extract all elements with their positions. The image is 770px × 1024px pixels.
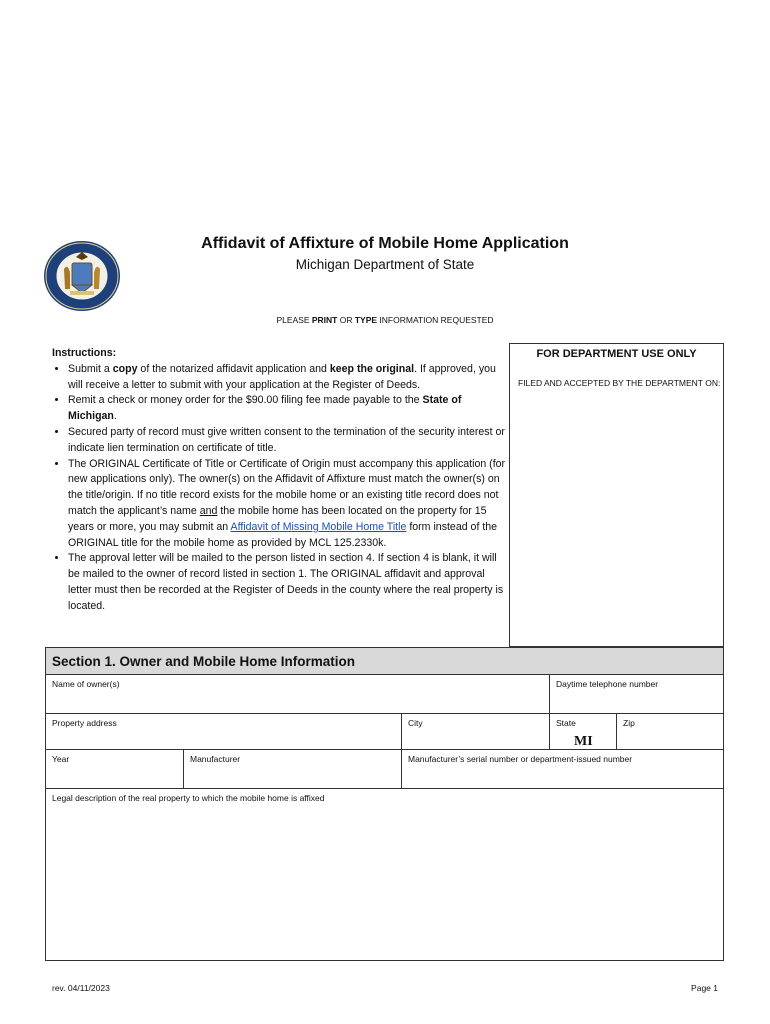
daytime-phone-label: Daytime telephone number [556, 679, 659, 689]
instructions-block [52, 346, 507, 615]
owner-name-label: Name of owner(s) [52, 679, 120, 689]
instruction-item: • Secured party of record must give written consent to the termination of the security interest or indicate lien termination on certificate of title. [68, 425, 507, 457]
instruction-text: the mobile home has been located on the property for 15 years or more, you may submit an [68, 504, 487, 533]
instruction-text: of the notarized affidavit application and [137, 362, 330, 375]
zip-label: Zip [623, 718, 635, 728]
daytime-phone-field[interactable] [549, 674, 724, 714]
filed-accepted-label: FILED AND ACCEPTED BY THE DEPARTMENT ON: [518, 378, 721, 388]
instruction-bold: copy [112, 362, 138, 375]
zip-field[interactable] [616, 713, 724, 750]
instruction-item [68, 393, 507, 425]
print-note-rest: INFORMATION REQUESTED [377, 315, 494, 325]
instruction-text: Remit a check or money order for the $90.00 filing fee made payable to the [68, 394, 423, 407]
missing-title-affidavit-link[interactable]: Affidavit of Missing Mobile Home Title [230, 520, 407, 533]
manufacturer-field[interactable] [183, 749, 402, 789]
instructions-list [52, 362, 507, 615]
manufacturer-label: Manufacturer [190, 754, 241, 764]
instruction-bold: keep the original [329, 362, 415, 375]
department-use-title: FOR DEPARTMENT USE ONLY [536, 348, 697, 360]
revision-date: rev. 04/11/2023 [52, 983, 110, 993]
city-field[interactable] [401, 713, 550, 750]
instruction-text: The ORIGINAL Certificate of Title or Certificate of Origin must accompany this application (for new applications only). The owner(s) on the Affidavit of Affixture must match the owner(s) on the title/origin. If no title record exists for the mobile home or an existing title record does not match the applicant’s name [68, 457, 506, 517]
legal-description-label: Legal description of the real property to which the mobile home is affixed [52, 793, 325, 803]
instruction-text: form instead of the ORIGINAL title for the mobile home as provided by MCL 125.2330k. [68, 520, 498, 549]
legal-description-field[interactable] [45, 788, 724, 961]
instruction-item: • The approval letter will be mailed to the person listed in section 4. If section 4 is blank, it will be mailed to the owner of record listed in section 1. The ORIGINAL affidavit and approval letter must then be recorded at the Register of Deeds in the county where the real property is located. [68, 551, 507, 614]
instruction-bold: State of Michigan [68, 394, 462, 423]
print-note-text: PLEASE [276, 315, 312, 325]
state-label: State [556, 718, 576, 728]
print-note-or: OR [337, 315, 355, 325]
property-address-field[interactable] [45, 713, 402, 750]
section-1-header: Section 1. Owner and Mobile Home Information [45, 647, 724, 675]
property-address-label: Property address [52, 718, 117, 728]
serial-number-label: Manufacturer’s serial number or department-issued number [408, 754, 633, 764]
owner-name-field[interactable] [45, 674, 550, 714]
instruction-item [68, 457, 507, 552]
department-use-box [509, 343, 724, 647]
instruction-text: . If approved, you will receive a letter to submit with your application at the Register of Deeds. [68, 362, 496, 391]
instructions-heading: Instructions: [52, 347, 117, 359]
form-subtitle: Michigan Department of State [295, 257, 475, 272]
page-number: Page 1 [691, 983, 718, 993]
print-note-print: PRINT [311, 315, 338, 325]
print-note [0, 315, 770, 325]
instruction-text: Submit a [68, 362, 113, 375]
serial-number-field[interactable] [401, 749, 724, 789]
instruction-text: . [113, 410, 117, 423]
year-label: Year [52, 754, 70, 764]
year-field[interactable] [45, 749, 184, 789]
instruction-underline: and [199, 504, 218, 517]
form-title: Affidavit of Affixture of Mobile Home Application [201, 235, 569, 252]
state-value: MI [574, 734, 593, 749]
print-note-type: TYPE [354, 315, 378, 325]
city-label: City [408, 718, 423, 728]
instruction-item [68, 362, 507, 394]
